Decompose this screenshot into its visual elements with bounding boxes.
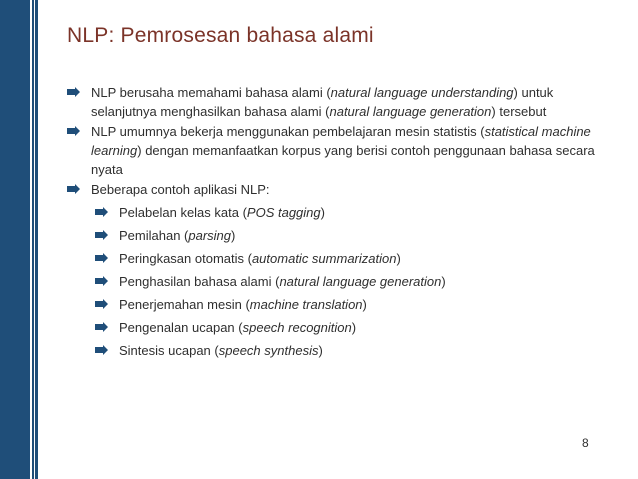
sub-bullet-text: Pengenalan ucapan ( [119, 320, 243, 335]
bullet-item [67, 83, 607, 121]
bullet-term: statistical machine learning [91, 124, 591, 158]
sub-bullet-text: ) [231, 228, 236, 243]
sub-bullet-text: ) [351, 320, 357, 335]
sub-bullet-item [67, 249, 607, 268]
arrow-bullet-icon [95, 322, 108, 332]
sub-bullet-item [67, 295, 607, 314]
sub-bullet-term: POS tagging [246, 205, 321, 220]
bullet-text: ) dengan memanfaatkan korpus yang berisi contoh penggunaan bahasa secara nyata [91, 143, 595, 177]
sub-bullet-term: machine translation [249, 297, 363, 312]
bullet-item [67, 180, 607, 199]
bullet-text: NLP umumnya bekerja menggunakan pembelajaran mesin statistis ( [91, 124, 485, 139]
arrow-bullet-icon [95, 230, 108, 240]
sub-bullet-term: natural language generation [279, 274, 442, 289]
sub-bullet-text: Pelabelan kelas kata ( [119, 205, 247, 220]
sub-bullet-text: ) [396, 251, 401, 266]
bullet-text: ) untuk selanjutnya menghasilkan bahasa alami ( [91, 85, 554, 119]
sub-bullet-item [67, 203, 607, 222]
slide-title: NLP: Pemrosesan bahasa alami [67, 24, 374, 47]
sub-bullet-item [67, 272, 607, 291]
sub-bullet-term: parsing [188, 228, 232, 243]
arrow-bullet-icon [95, 299, 108, 309]
sub-bullet-item [67, 341, 607, 360]
page-number: 8 [582, 436, 589, 450]
sub-bullet-term: automatic summarization [251, 251, 397, 266]
bullet-item [67, 122, 607, 179]
sub-bullet-item [67, 318, 607, 337]
arrow-bullet-icon [95, 345, 108, 355]
sub-bullet-text: Penerjemahan mesin ( [119, 297, 250, 312]
arrow-bullet-icon [67, 126, 80, 136]
sub-bullet-text: Penghasilan bahasa alami ( [119, 274, 280, 289]
sub-bullet-text: ) [441, 274, 446, 289]
arrow-bullet-icon [95, 276, 108, 286]
bullet-term: natural language understanding [330, 85, 514, 100]
sub-bullet-item [67, 226, 607, 245]
bullet-text: ) tersebut [491, 104, 547, 119]
sub-bullet-text: Pemilahan ( [119, 228, 189, 243]
arrow-bullet-icon [95, 207, 108, 217]
sub-bullet-text: ) [362, 297, 367, 312]
bullet-term: natural language generation [329, 104, 492, 119]
bullet-list [67, 83, 607, 364]
bullet-text: NLP berusaha memahami bahasa alami ( [91, 85, 331, 100]
sub-bullet-text: ) [320, 205, 325, 220]
arrow-bullet-icon [95, 253, 108, 263]
sub-bullet-text: Peringkasan otomatis ( [119, 251, 252, 266]
bullet-text: Beberapa contoh aplikasi NLP: [91, 182, 270, 197]
accent-stripe [30, 0, 32, 479]
left-accent-bar [0, 0, 38, 479]
sub-bullet-text: Sintesis ucapan ( [119, 343, 219, 358]
accent-stripe [34, 0, 35, 479]
arrow-bullet-icon [67, 87, 80, 97]
sub-bullet-text: ) [318, 343, 323, 358]
sub-bullet-term: speech synthesis [218, 343, 319, 358]
sub-bullet-term: speech recognition [242, 320, 352, 335]
arrow-bullet-icon [67, 184, 80, 194]
